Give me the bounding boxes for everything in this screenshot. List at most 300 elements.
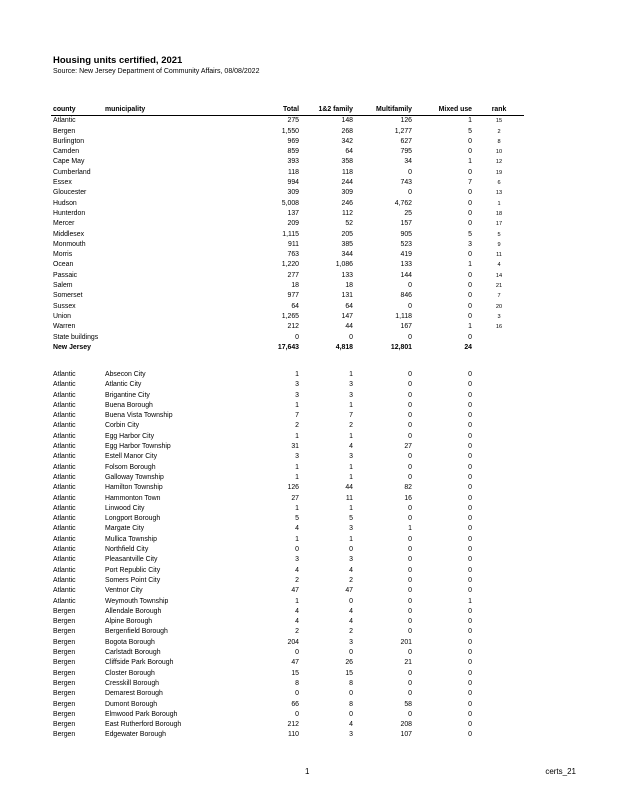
county-cell: Atlantic — [53, 515, 76, 523]
table-row — [51, 586, 524, 596]
total-cell: 47 — [291, 587, 299, 595]
family-cell: 133 — [341, 271, 353, 279]
multifamily-cell: 0 — [408, 453, 412, 461]
multifamily-cell: 0 — [408, 391, 412, 399]
county-cell: Atlantic — [53, 453, 76, 461]
total-cell: 4 — [295, 607, 299, 615]
mixed-use-cell: 0 — [468, 412, 472, 420]
mixed-use-cell: 0 — [468, 638, 472, 646]
multifamily-cell: 0 — [408, 710, 412, 718]
total-cell: 911 — [288, 240, 299, 248]
total-cell: 1 — [295, 535, 299, 543]
family-cell: 0 — [349, 597, 353, 605]
mixed-use-cell: 0 — [468, 628, 472, 636]
municipality-cell: Estell Manor City — [105, 453, 158, 461]
county-cell: Bergen — [53, 659, 76, 667]
county-cell: Bergen — [53, 618, 76, 626]
family-cell: 1 — [349, 401, 353, 409]
county-cell: Bergen — [53, 638, 76, 646]
family-cell: 4 — [349, 618, 353, 626]
municipality-cell — [103, 116, 201, 127]
county-cell: Atlantic — [53, 494, 76, 502]
mixed-use-cell: 7 — [468, 179, 472, 187]
mixed-use-cell: 0 — [468, 271, 472, 279]
header-mixed-use: Mixed use — [438, 106, 472, 113]
mixed-use-cell: 0 — [468, 587, 472, 595]
multifamily-cell: 0 — [408, 432, 412, 440]
municipality-cell: Absecon City — [105, 371, 146, 378]
family-cell: 5 — [349, 515, 353, 523]
municipality-cell: Cresskill Borough — [105, 679, 159, 687]
table-row — [51, 730, 524, 740]
municipality-cell: Egg Harbor City — [105, 432, 155, 440]
county-cell: Bergen — [53, 679, 76, 687]
multifamily-cell: 12,801 — [390, 343, 412, 351]
table-row — [51, 302, 524, 312]
county-cell: Hunterdon — [53, 209, 86, 217]
municipality-cell: Buena Vista Township — [105, 412, 173, 420]
table-row — [51, 157, 524, 167]
municipality-cell: Weymouth Township — [105, 597, 169, 605]
multifamily-cell: 0 — [408, 381, 412, 389]
family-cell: 3 — [349, 638, 353, 646]
municipality-cell — [103, 302, 201, 312]
table-row — [51, 271, 524, 281]
county-cell: Atlantic — [53, 597, 76, 605]
family-cell: 0 — [349, 333, 353, 341]
rank-cell: 13 — [495, 190, 503, 197]
total-cell: 1,115 — [282, 230, 299, 238]
family-cell: 246 — [341, 199, 353, 207]
page-number: 1 — [305, 767, 310, 776]
county-cell: Atlantic — [53, 432, 76, 440]
county-cell: Somerset — [53, 292, 83, 300]
table-row — [51, 291, 524, 301]
rank-cell — [474, 638, 524, 648]
table-row — [51, 576, 524, 586]
mixed-use-cell: 0 — [468, 515, 472, 523]
municipality-cell: Hamilton Township — [105, 484, 163, 492]
multifamily-cell: 1 — [408, 525, 412, 533]
table-row — [51, 230, 524, 240]
municipality-cell: Allendale Borough — [105, 607, 162, 615]
mixed-use-cell: 0 — [468, 484, 472, 492]
rank-cell — [474, 700, 524, 710]
mixed-use-cell: 0 — [468, 422, 472, 430]
municipality-cell: Galloway Township — [105, 473, 164, 481]
mixed-use-cell: 0 — [468, 432, 472, 440]
county-summary-table — [51, 105, 524, 353]
county-cell: Ocean — [53, 261, 74, 269]
header-multifamily: Multifamily — [376, 106, 412, 113]
municipality-cell: Demarest Borough — [105, 690, 163, 698]
table-row — [51, 679, 524, 689]
rank-cell — [474, 689, 524, 699]
county-cell: Cape May — [53, 158, 85, 166]
family-cell: 385 — [341, 240, 353, 248]
table-row — [51, 494, 524, 504]
total-cell: 18 — [291, 282, 299, 290]
total-cell: 126 — [287, 484, 299, 492]
municipality-cell — [103, 178, 201, 188]
table-row — [51, 720, 524, 730]
rank-cell — [474, 627, 524, 637]
multifamily-cell: 107 — [400, 731, 412, 739]
rank-cell: 10 — [495, 149, 503, 156]
rank-cell — [474, 380, 524, 390]
rank-cell — [474, 669, 524, 679]
family-cell: 3 — [349, 525, 353, 533]
municipality-cell: Linwood City — [105, 504, 145, 512]
family-cell: 0 — [349, 690, 353, 698]
multifamily-cell: 126 — [400, 117, 412, 125]
rank-cell: 11 — [496, 252, 502, 259]
mixed-use-cell: 0 — [468, 504, 472, 512]
total-cell: 4 — [295, 618, 299, 626]
total-cell: 0 — [295, 546, 299, 554]
total-cell: 309 — [287, 189, 299, 197]
multifamily-cell: 419 — [400, 251, 412, 259]
table-row — [51, 597, 524, 607]
total-cell: 763 — [287, 251, 299, 259]
total-cell: 0 — [295, 649, 299, 657]
rank-cell — [474, 710, 524, 720]
municipality-cell — [103, 333, 201, 343]
family-cell: 3 — [349, 381, 353, 389]
county-cell: Bergen — [53, 731, 76, 739]
family-cell: 344 — [341, 251, 353, 259]
table-row — [51, 607, 524, 617]
multifamily-cell: 0 — [408, 401, 412, 409]
family-cell: 244 — [341, 179, 353, 187]
total-cell: 393 — [287, 158, 299, 166]
rank-cell: 21 — [495, 283, 503, 290]
family-cell: 4 — [349, 443, 353, 451]
multifamily-cell: 0 — [408, 302, 412, 310]
family-cell: 44 — [345, 323, 353, 331]
total-cell: 204 — [287, 638, 299, 646]
county-cell: Atlantic — [53, 443, 76, 451]
table-row — [51, 627, 524, 637]
table-row — [51, 127, 524, 137]
total-cell: 277 — [287, 271, 299, 279]
county-cell: Bergen — [53, 649, 76, 657]
family-cell: 1 — [349, 535, 353, 543]
family-cell: 18 — [345, 282, 353, 290]
family-cell: 3 — [349, 391, 353, 399]
mixed-use-cell: 0 — [468, 453, 472, 461]
family-cell: 4 — [349, 607, 353, 615]
county-cell: Passaic — [53, 271, 78, 279]
rank-cell — [474, 545, 524, 555]
document-title: Housing units certified, 2021 — [53, 55, 183, 66]
total-cell: 1 — [295, 401, 299, 409]
total-cell: 1 — [295, 463, 299, 471]
multifamily-cell: 0 — [408, 535, 412, 543]
total-cell: 1 — [295, 504, 299, 512]
rank-cell — [474, 535, 524, 545]
municipality-cell: Bogota Borough — [105, 638, 155, 646]
mixed-use-cell: 0 — [468, 312, 472, 320]
state-total-row — [51, 343, 524, 353]
county-cell: Middlesex — [53, 230, 85, 238]
mixed-use-cell: 0 — [468, 302, 472, 310]
total-cell: 209 — [287, 220, 299, 228]
county-cell: Atlantic — [53, 117, 76, 125]
municipality-cell — [103, 157, 201, 167]
table-row — [51, 188, 524, 198]
multifamily-cell: 25 — [404, 209, 412, 217]
multifamily-cell: 208 — [400, 721, 412, 729]
county-cell: Atlantic — [53, 422, 76, 430]
total-cell: 1,550 — [281, 127, 299, 135]
table-row — [51, 391, 524, 401]
county-cell: Salem — [53, 282, 73, 290]
rank-cell — [474, 648, 524, 658]
municipality-rows — [51, 370, 524, 741]
multifamily-cell: 34 — [404, 158, 412, 166]
multifamily-cell: 0 — [408, 168, 412, 176]
table-row — [51, 312, 524, 322]
total-cell: 3 — [295, 391, 299, 399]
table-row — [51, 545, 524, 555]
total-cell: 1 — [295, 473, 299, 481]
county-cell: Bergen — [53, 127, 76, 135]
mixed-use-cell: 0 — [468, 700, 472, 708]
county-cell: Atlantic — [53, 546, 76, 554]
total-cell: 1,220 — [281, 261, 299, 269]
rank-cell — [474, 566, 524, 576]
multifamily-cell: 58 — [404, 700, 412, 708]
family-cell: 1 — [349, 504, 353, 512]
county-cell: Burlington — [53, 137, 85, 145]
county-cell: Bergen — [53, 607, 76, 615]
multifamily-cell: 846 — [400, 292, 412, 300]
rank-cell — [474, 473, 524, 483]
rank-cell — [474, 411, 524, 421]
mixed-use-cell: 0 — [468, 148, 472, 156]
family-cell: 1 — [349, 432, 353, 440]
multifamily-cell: 144 — [400, 271, 412, 279]
mixed-use-cell: 0 — [468, 546, 472, 554]
county-cell: Atlantic — [53, 473, 76, 481]
municipality-cell — [103, 137, 201, 147]
mixed-use-cell: 0 — [468, 209, 472, 217]
municipality-cell — [103, 240, 201, 250]
total-cell: 969 — [287, 137, 299, 145]
multifamily-cell: 0 — [408, 371, 412, 378]
county-cell: Bergen — [53, 700, 76, 708]
county-cell: Bergen — [53, 690, 76, 698]
rank-cell: 4 — [497, 262, 501, 269]
multifamily-cell: 523 — [400, 240, 412, 248]
rank-cell — [474, 421, 524, 431]
table-row — [51, 648, 524, 658]
total-cell: 27 — [291, 494, 299, 502]
rank-cell — [474, 679, 524, 689]
multifamily-cell: 0 — [408, 618, 412, 626]
rank-cell: 17 — [495, 221, 503, 228]
county-cell: Atlantic — [53, 556, 76, 564]
mixed-use-cell: 5 — [468, 127, 472, 135]
municipality-cell: East Rutherford Borough — [105, 721, 182, 729]
table-row — [51, 452, 524, 462]
table-row — [51, 281, 524, 291]
total-cell: 977 — [287, 292, 299, 300]
table-row — [51, 689, 524, 699]
multifamily-cell: 0 — [408, 669, 412, 677]
multifamily-cell: 157 — [400, 220, 412, 228]
total-cell: 7 — [295, 412, 299, 420]
total-cell: 118 — [288, 168, 299, 176]
total-cell: 64 — [291, 302, 299, 310]
multifamily-cell: 0 — [408, 412, 412, 420]
municipality-table — [51, 370, 524, 741]
total-cell: 8 — [295, 679, 299, 687]
table-row — [51, 421, 524, 431]
rank-cell — [474, 452, 524, 462]
table-row — [51, 658, 524, 668]
mixed-use-cell: 0 — [468, 607, 472, 615]
family-cell: 4,818 — [335, 343, 353, 351]
municipality-cell: Elmwood Park Borough — [105, 710, 178, 718]
table-row — [51, 555, 524, 565]
municipality-cell: Closter Borough — [105, 669, 155, 677]
multifamily-cell: 201 — [400, 638, 412, 646]
total-cell: 0 — [295, 710, 299, 718]
municipality-cell — [103, 260, 201, 270]
municipality-cell — [103, 199, 201, 209]
county-cell: Bergen — [53, 628, 76, 636]
family-cell: 112 — [342, 209, 353, 217]
county-cell: Atlantic — [53, 504, 76, 512]
mixed-use-cell: 0 — [468, 710, 472, 718]
family-cell: 3 — [349, 731, 353, 739]
municipality-cell — [103, 147, 201, 157]
family-cell: 0 — [349, 710, 353, 718]
family-cell: 3 — [349, 453, 353, 461]
table-row — [51, 504, 524, 514]
mixed-use-cell: 0 — [468, 168, 472, 176]
multifamily-cell: 627 — [400, 137, 412, 145]
rank-cell: 14 — [495, 272, 503, 279]
family-cell: 8 — [349, 679, 353, 687]
municipality-cell — [103, 209, 201, 219]
multifamily-cell: 82 — [404, 484, 412, 492]
county-cell: Warren — [53, 323, 76, 331]
table-row — [51, 168, 524, 178]
mixed-use-cell: 0 — [468, 535, 472, 543]
mixed-use-cell: 0 — [468, 463, 472, 471]
table-row — [51, 535, 524, 545]
table-row — [51, 483, 524, 493]
total-cell: 3 — [295, 556, 299, 564]
municipality-cell: Edgewater Borough — [105, 731, 166, 739]
total-cell: 17,643 — [277, 343, 299, 351]
table-row — [51, 514, 524, 524]
mixed-use-cell: 3 — [468, 240, 472, 248]
table-row — [51, 524, 524, 534]
rank-cell: 9 — [497, 241, 501, 248]
family-cell: 342 — [341, 137, 353, 145]
total-cell: 1 — [295, 371, 299, 378]
header-total: Total — [283, 106, 299, 113]
rank-cell — [474, 333, 524, 343]
total-cell: 66 — [291, 700, 299, 708]
mixed-use-cell: 0 — [468, 189, 472, 197]
family-cell: 52 — [345, 220, 353, 228]
table-row — [51, 669, 524, 679]
total-cell: 4 — [295, 566, 299, 574]
municipality-cell: Bergenfield Borough — [105, 628, 168, 636]
family-cell: 309 — [341, 189, 353, 197]
header-municipality: municipality — [105, 106, 146, 113]
mixed-use-cell: 1 — [468, 158, 472, 166]
multifamily-cell: 0 — [408, 422, 412, 430]
total-cell: 2 — [295, 628, 299, 636]
total-cell: 4 — [295, 525, 299, 533]
rank-cell — [474, 617, 524, 627]
multifamily-cell: 0 — [408, 576, 412, 584]
county-cell: Union — [53, 312, 72, 320]
table-row — [51, 199, 524, 209]
county-cell: Atlantic — [53, 535, 76, 543]
county-cell: Camden — [53, 148, 80, 156]
county-cell: New Jersey — [53, 343, 91, 351]
mixed-use-cell: 0 — [468, 690, 472, 698]
municipality-cell: Folsom Borough — [105, 463, 156, 471]
total-cell: 2 — [295, 422, 299, 430]
family-cell: 2 — [349, 628, 353, 636]
mixed-use-cell: 0 — [468, 381, 472, 389]
family-cell: 64 — [345, 302, 353, 310]
municipality-cell — [103, 312, 201, 322]
table-row — [51, 442, 524, 452]
rank-cell: 1 — [497, 200, 501, 207]
rank-cell — [474, 432, 524, 442]
table-row — [51, 137, 524, 147]
table-row — [51, 463, 524, 473]
family-cell: 7 — [349, 412, 353, 420]
mixed-use-cell: 0 — [468, 576, 472, 584]
rank-cell — [474, 730, 524, 740]
county-cell: Bergen — [53, 721, 76, 729]
family-cell: 268 — [341, 127, 353, 135]
multifamily-cell: 0 — [408, 679, 412, 687]
rank-cell — [474, 524, 524, 534]
multifamily-cell: 743 — [400, 179, 412, 187]
municipality-cell — [103, 291, 201, 301]
county-cell: Atlantic — [53, 412, 76, 420]
family-cell: 0 — [349, 546, 353, 554]
multifamily-cell: 21 — [404, 659, 412, 667]
source-note: Source: New Jersey Department of Community Affairs, 08/08/2022 — [53, 68, 260, 75]
table-row — [51, 250, 524, 260]
county-cell: Gloucester — [53, 189, 87, 197]
county-cell: Atlantic — [53, 484, 76, 492]
total-cell: 110 — [288, 731, 299, 739]
mixed-use-cell: 0 — [468, 371, 472, 378]
table-row — [51, 432, 524, 442]
county-cell: Sussex — [53, 302, 76, 310]
county-cell: Atlantic — [53, 525, 76, 533]
table-row — [51, 333, 524, 343]
rank-cell: 12 — [495, 159, 503, 166]
header-county: county — [53, 106, 76, 113]
table-row — [51, 411, 524, 421]
mixed-use-cell: 24 — [464, 343, 472, 351]
total-cell: 275 — [287, 117, 299, 125]
